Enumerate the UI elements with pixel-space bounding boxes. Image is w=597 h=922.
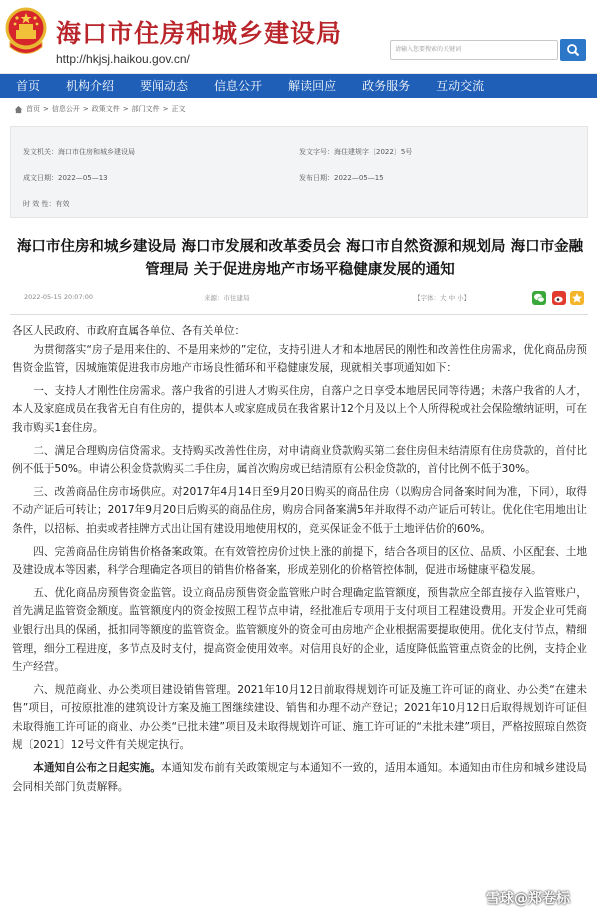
nav-item-interaction[interactable]: 互动交流 [436, 79, 485, 93]
paragraph-3: 三、改善商品住房市场供应。对2017年4月14日至9月20日购买的商品住房（以购房合同备案时间为准，下同），取得不动产证后可转让；2017年9月20日后购买的商品住房，购房合同备案满5年并取得不动产证后可转让。优化住宅用地出让条件，以招标、拍卖或者挂牌方式出让国有建设用地使用权的，竞买保证金不低于土地评估价的60%。 [12, 485, 587, 535]
salutation: 各区人民政府、市政府直属各单位、各有关单位： [12, 325, 246, 337]
paragraph-1: 一、支持人才刚性住房需求。落户我省的引进人才购买住房，自落户之日享受本地居民同等待遇；未落户我省的人才，本人及家庭成员在我省无自有住房的，提供本人或家庭成员在我省累计12个月及以上个人所得税或社会保险缴纳证明，可在我市购买1套住房。 [12, 384, 587, 434]
qzone-share-icon[interactable] [570, 291, 584, 305]
nav-item-home[interactable]: 首页 [16, 79, 41, 93]
breadcrumb-separator: > [82, 105, 89, 113]
meta-created-date: 成文日期：2022—05—13 [23, 174, 108, 182]
breadcrumb-separator: > [162, 105, 169, 113]
document-title: 海口市住房和城乡建设局 海口市发展和改革委员会 海口市自然资源和规划局 海口市金融管理局 关于促进房地产市场平稳健康发展的通知 [16, 239, 584, 278]
breadcrumb-separator: > [43, 105, 49, 113]
paragraph-4: 四、完善商品住房销售价格备案政策。在有效管控房价过快上涨的前提下，结合各项目的区位、品质、小区配套、土地及建设成本等因素，科学合理确定各项目的销售价格备案，形成差别化的价格管控体制，促进市场健康平稳发展。 [12, 545, 587, 577]
nav-item-interpretation[interactable]: 解读回应 [288, 79, 337, 93]
meta-status: 时 效 性：有效 [23, 200, 70, 208]
search-input[interactable]: 请输入您要搜索的关键词 [390, 40, 558, 60]
font-size-controls[interactable]: 【字体：大 中 小】 [414, 294, 471, 302]
nav-item-about[interactable]: 机构介绍 [66, 79, 115, 93]
watermark [466, 888, 570, 908]
weibo-share-icon[interactable] [552, 291, 566, 305]
document-source: 来源：市住建局 [204, 294, 250, 302]
breadcrumb-info[interactable]: 信息公开 [51, 105, 80, 113]
search-icon [566, 43, 580, 57]
main-nav [0, 74, 597, 98]
paragraph-6: 六、规范商业、办公类项目建设销售管理。2021年10月12日前取得规划许可证及施工许可证的商业、办公类“在建未售”项目，可按原批准的建筑设计方案及施工图继续建设、销售和办理不动产登记；2021年10月12日后取得规划许可证但未取得施工许可证的商业、办公类“已批未建”项目及未取得规划许可证、施工许可证的“未批未建”项目，严格按照琼自然资规〔2021〕12号文件有关规定执行。 [12, 683, 587, 752]
document-info-bar [14, 291, 586, 307]
breadcrumb-dept[interactable]: 部门文件 [131, 105, 160, 113]
paragraph-5: 五、优化商品房预售资金监管。设立商品房预售资金监管账户时合理确定监管额度，预售款应全部直接存入监管账户，首先满足监管资金额度。监管额度内的资金按照工程节点申请，经批准后专项用于支付项目工程建设费用。开发企业可凭商业银行出具的保函，抵扣同等额度的监管资金。监管额度外的资金可由房地产企业根据需要提取使用。优化支付节点，精细管理，细分工程进度，多节点及时支付，提高资金使用效率。对信用良好的企业，适度降低监管重点资金的比例，支持企业生产经营。 [12, 586, 587, 674]
site-header [0, 0, 597, 74]
meta-issuer: 发文机关：海口市住房和城乡建设局 [23, 148, 135, 156]
site-url[interactable]: http://hkjsj.haikou.gov.cn/ [56, 52, 190, 66]
document-body [12, 322, 587, 796]
breadcrumb [14, 104, 186, 114]
meta-published-date: 发布日期：2022—05—15 [299, 174, 384, 182]
breadcrumb-home[interactable]: 首页 [26, 105, 40, 113]
paragraph-final [12, 759, 587, 796]
publish-datetime: 2022-05-15 20:07:00 [24, 293, 94, 301]
nav-item-info[interactable]: 信息公开 [214, 79, 263, 93]
content-divider [10, 314, 588, 315]
site-title: 海口市住房和城乡建设局 [56, 19, 343, 48]
search-button[interactable] [560, 39, 586, 61]
breadcrumb-separator: > [122, 105, 129, 113]
document-meta [10, 126, 588, 218]
home-icon [14, 105, 23, 114]
paragraph-2: 二、满足合理购房信贷需求。支持购买改善性住房，对申请商业贷款购买第二套住房但未结清原有住房贷款的，首付比例不低于50%。申请公积金贷款购买二手住房，属首次购房或已结清原有公积金贷款的，首付比例不低于30%。 [12, 444, 587, 476]
final-bold-text: 本通知自公布之日起实施。 [33, 762, 162, 775]
nav-item-services[interactable]: 政务服务 [362, 79, 411, 93]
watermark-text: 雪球@郑卷标 [486, 891, 570, 907]
breadcrumb-current: 正文 [171, 105, 186, 113]
meta-doc-number: 发文字号：海住建规字〔2022〕5号 [299, 148, 413, 156]
national-emblem-icon [4, 6, 48, 58]
final-rest-text: 本通知发布前有关政策规定与本通知不一致的，适用本通知。本通知由市住房和城乡建设局会同相关部门负责解释。 [12, 762, 588, 793]
paragraph-intro: 为贯彻落实“房子是用来住的、不是用来炒的”定位，支持引进人才和本地居民的刚性和改善性住房需求，优化商品房预售资金监管，因城施策促进我市房地产市场良性循环和平稳健康发展，现就相关事项通知如下： [12, 343, 587, 375]
breadcrumb-policy[interactable]: 政策文件 [91, 105, 120, 113]
wechat-share-icon[interactable] [532, 291, 546, 305]
snowball-logo-icon [466, 890, 482, 906]
nav-item-news[interactable]: 要闻动态 [140, 79, 189, 93]
